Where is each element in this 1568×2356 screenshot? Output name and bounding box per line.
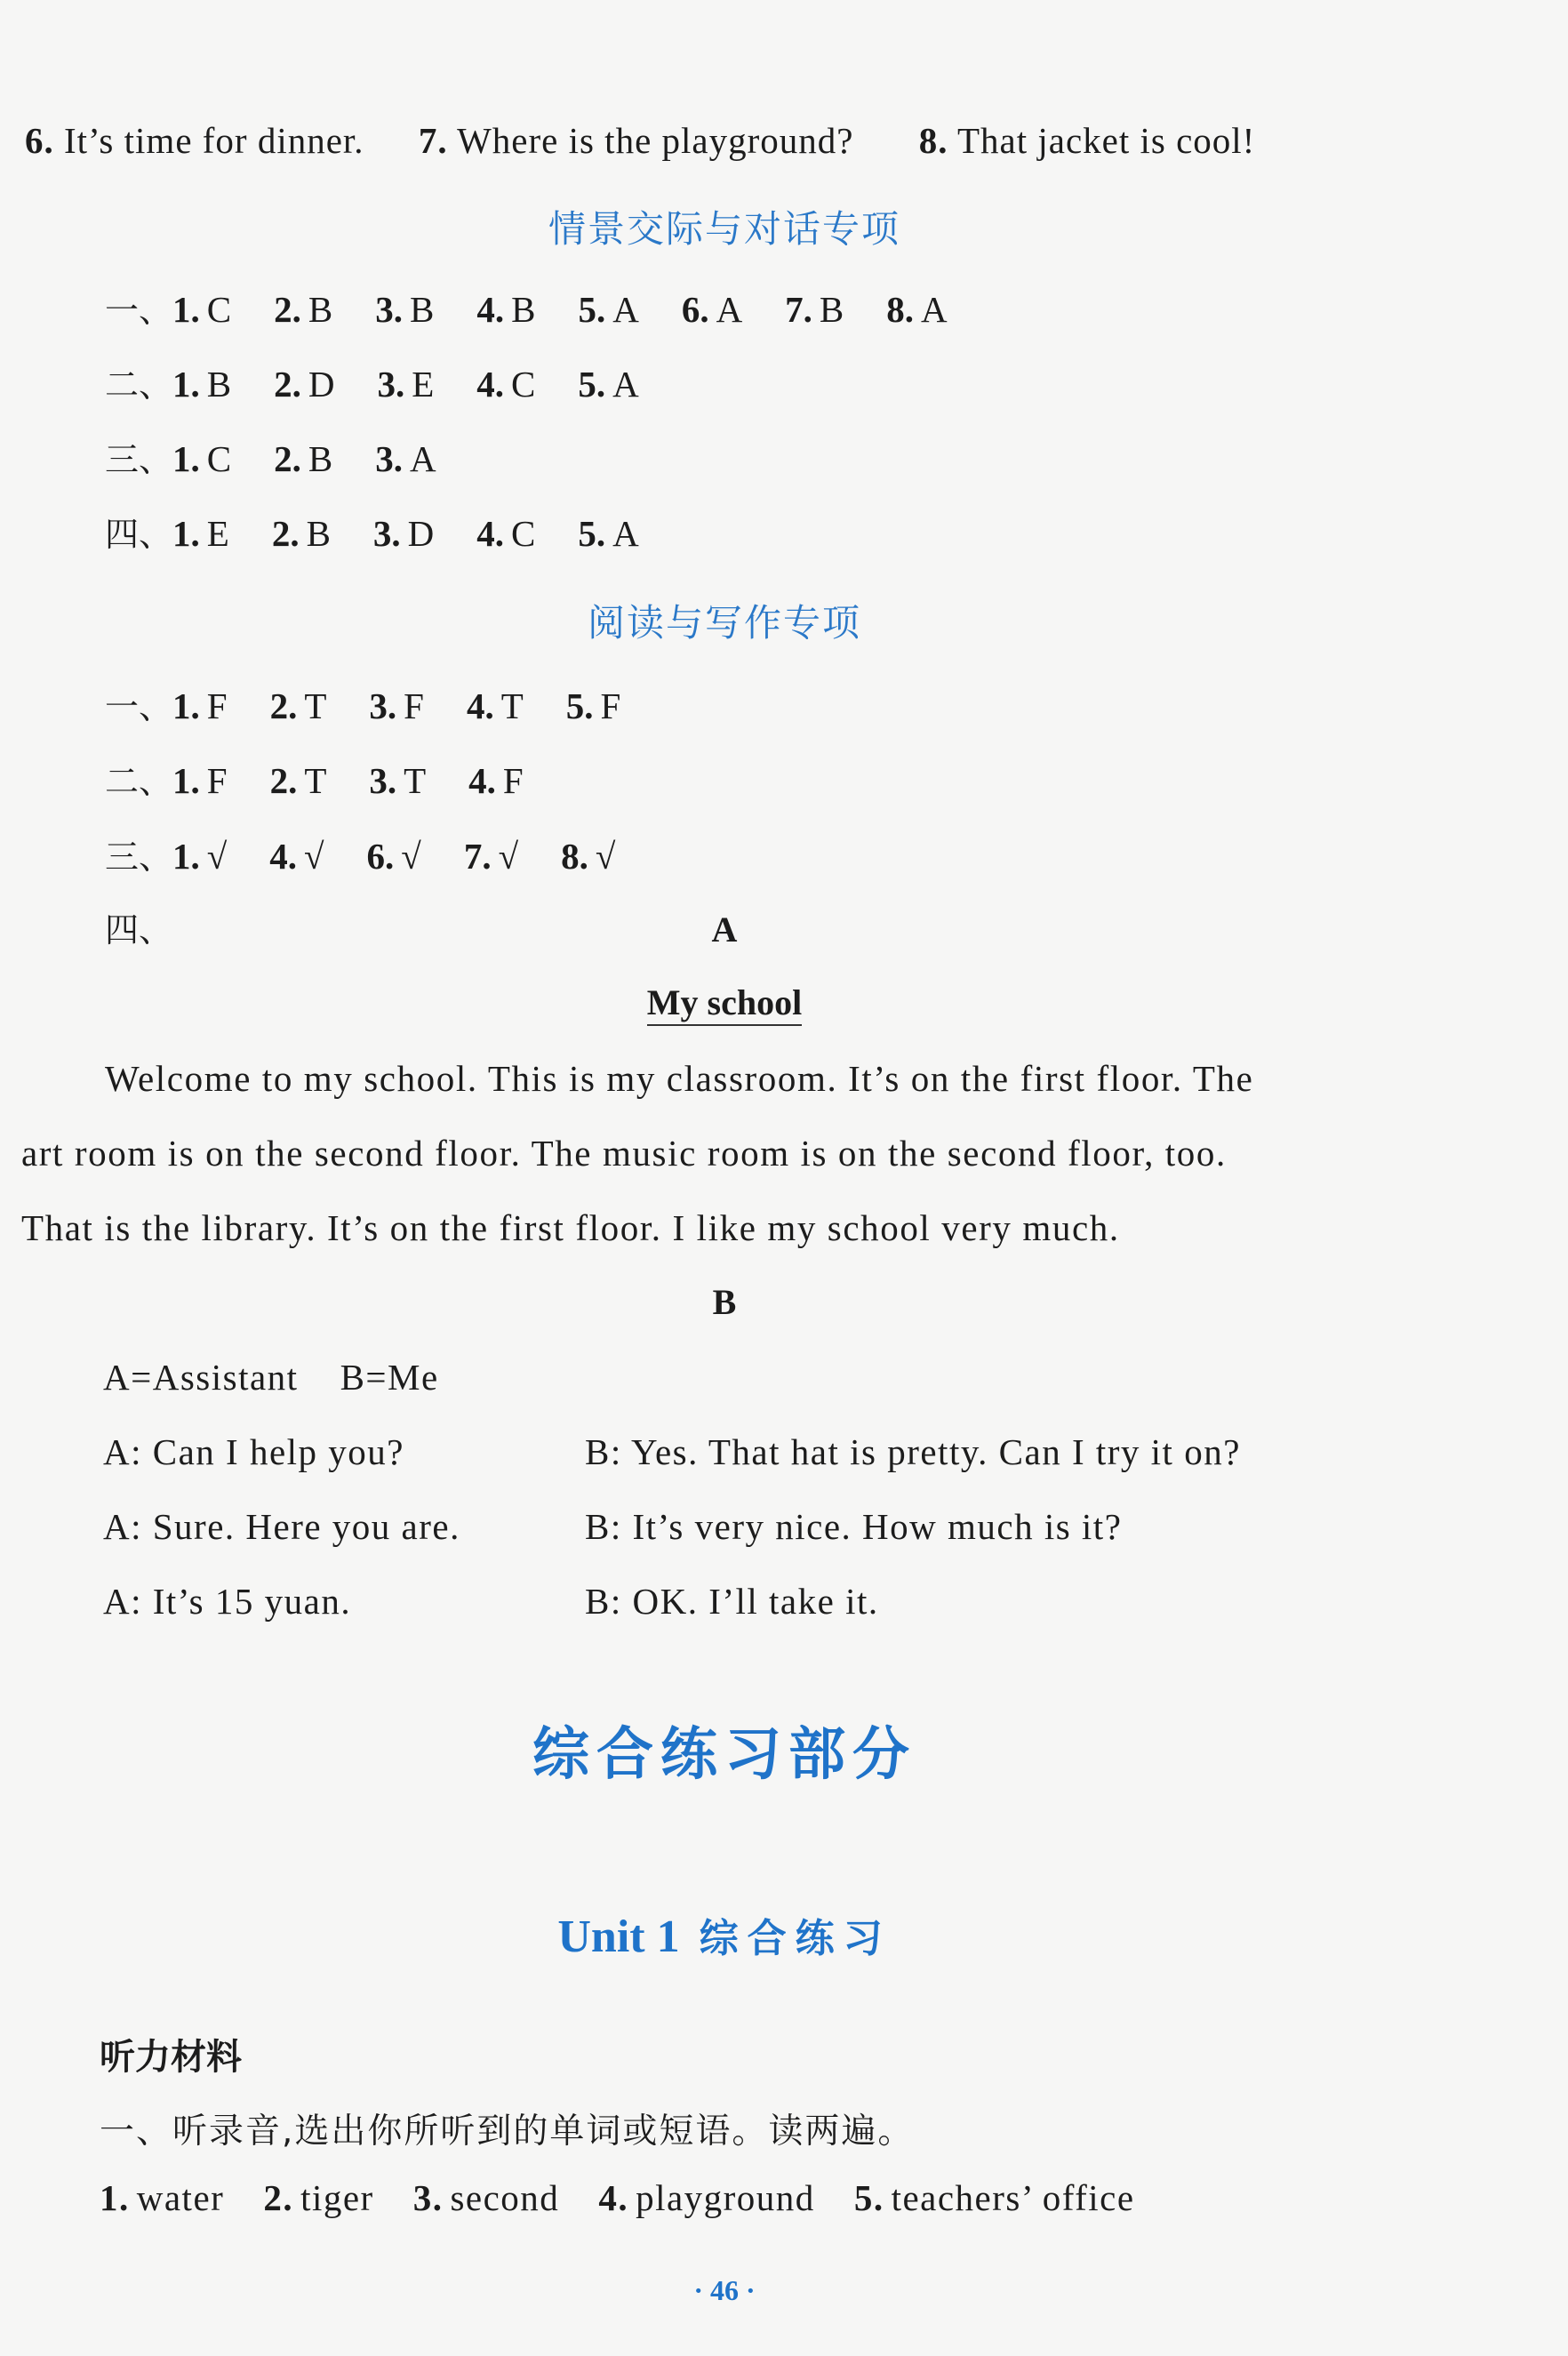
section-title-reading-writing: 阅读与写作专项 [587,601,861,645]
answer-row [105,286,948,333]
answer-item: 7. B [785,289,844,330]
listening-item: 3. second [412,2177,560,2218]
answer-item: 4. F [468,760,524,801]
answer-row [105,361,639,408]
answer-item: 3. F [369,685,424,726]
answer-item: 1. F [172,685,228,726]
dialog-a-2: A: Sure. Here you are. [103,1506,460,1547]
answer-item: 4. T [466,685,524,726]
row-prefix: 二、 [105,365,173,405]
answer-item: 3. T [369,760,427,801]
answer-item: 8. A [886,289,948,330]
essay-title [0,982,1449,1023]
dialog-b-2: B: It’s very nice. How much is it? [585,1506,1123,1547]
dialog-a-1: A: Can I help you? [103,1431,404,1472]
listening-items [100,2175,1135,2221]
essay-line-1: Welcome to my school. This is my classroom. It’s on the first floor. The [105,1058,1254,1099]
dialog-b-3: B: OK. I’ll take it. [585,1581,879,1622]
answer-item: 5. A [578,289,639,330]
answer-row [105,833,615,880]
essay-line-2: art room is on the second floor. The music room is on the second floor, too. [21,1133,1227,1174]
answer-item: 3. A [375,438,436,479]
answer-item: 5. A [578,364,639,405]
answer-8: 8. That jacket is cool! [918,120,1256,161]
answer-item: 2. B [271,513,331,554]
listening-instruction: 一、听录音,选出你所听到的单词或短语。读两遍。 [100,2112,915,2152]
answer-item: 4. B [476,289,536,330]
answer-item: 1. E [172,513,229,554]
listening-item: 5. teachers’ office [853,2177,1135,2218]
dialog-b-1: B: Yes. That hat is pretty. Can I try it on? [585,1431,1241,1472]
answer-item: 2. D [274,364,335,405]
answer-item: 1. √ [172,836,228,877]
answer-item: 3. D [372,513,435,554]
essay-line-3: That is the library. It’s on the first floor. I like my school very much. [21,1207,1120,1248]
answer-item: 3. E [377,364,435,405]
unit-title-cn: 综合练习 [699,1916,892,1961]
answer-item: 4. C [476,513,536,554]
answer-item: 1. F [172,760,228,801]
answer-line-6-8 [25,117,1255,164]
answer-item: 4. C [476,364,536,405]
answer-item: 6. A [681,289,743,330]
listening-item: 1. water [100,2177,225,2218]
answer-item: 2. B [274,438,333,479]
answer-row [105,436,436,483]
part-title-comprehensive: 综合练习部分 [532,1722,916,1788]
answer-item: 2. B [274,289,333,330]
row-prefix: 一、 [105,687,173,726]
essay-title-text: My school [647,982,802,1026]
section-title-dialogue: 情景交际与对话专项 [548,207,900,251]
answer-item: 8. √ [561,836,616,877]
part4-prefix: 四、 [105,910,173,950]
page-number: · 46 · [693,2274,756,2306]
answer-item: 1. B [172,364,232,405]
listening-heading: 听力材料 [100,2037,242,2078]
answer-item: 2. T [269,685,327,726]
answer-item: 4. √ [269,836,324,877]
answer-row [105,683,620,730]
listening-item: 4. playground [598,2177,815,2218]
answer-7: 7. Where is the playground? [418,120,854,161]
answer-item: 5. A [578,513,639,554]
answer-row [105,510,639,557]
row-prefix: 三、 [105,837,173,877]
answer-item: 1. C [172,438,232,479]
dialog-roles: A=Assistant B=Me [103,1357,439,1398]
answer-item: 7. √ [463,836,519,877]
row-prefix: 四、 [105,515,173,554]
answer-6: 6. It’s time for dinner. [25,120,364,161]
listening-item: 2. tiger [263,2177,374,2218]
dialog-a-3: A: It’s 15 yuan. [103,1581,352,1622]
unit-title [0,1906,1449,1963]
answer-item: 1. C [172,289,232,330]
answer-item: 3. B [375,289,435,330]
part-a-label: A [711,910,738,950]
answer-item: 6. √ [366,836,421,877]
row-prefix: 三、 [105,440,173,479]
answer-item: 5. F [565,685,621,726]
row-prefix: 二、 [105,762,173,801]
answer-item: 2. T [269,760,327,801]
row-prefix: 一、 [105,291,173,330]
part-b-label: B [712,1282,737,1322]
answer-row [105,757,524,805]
unit-title-en: Unit 1 [557,1911,680,1962]
